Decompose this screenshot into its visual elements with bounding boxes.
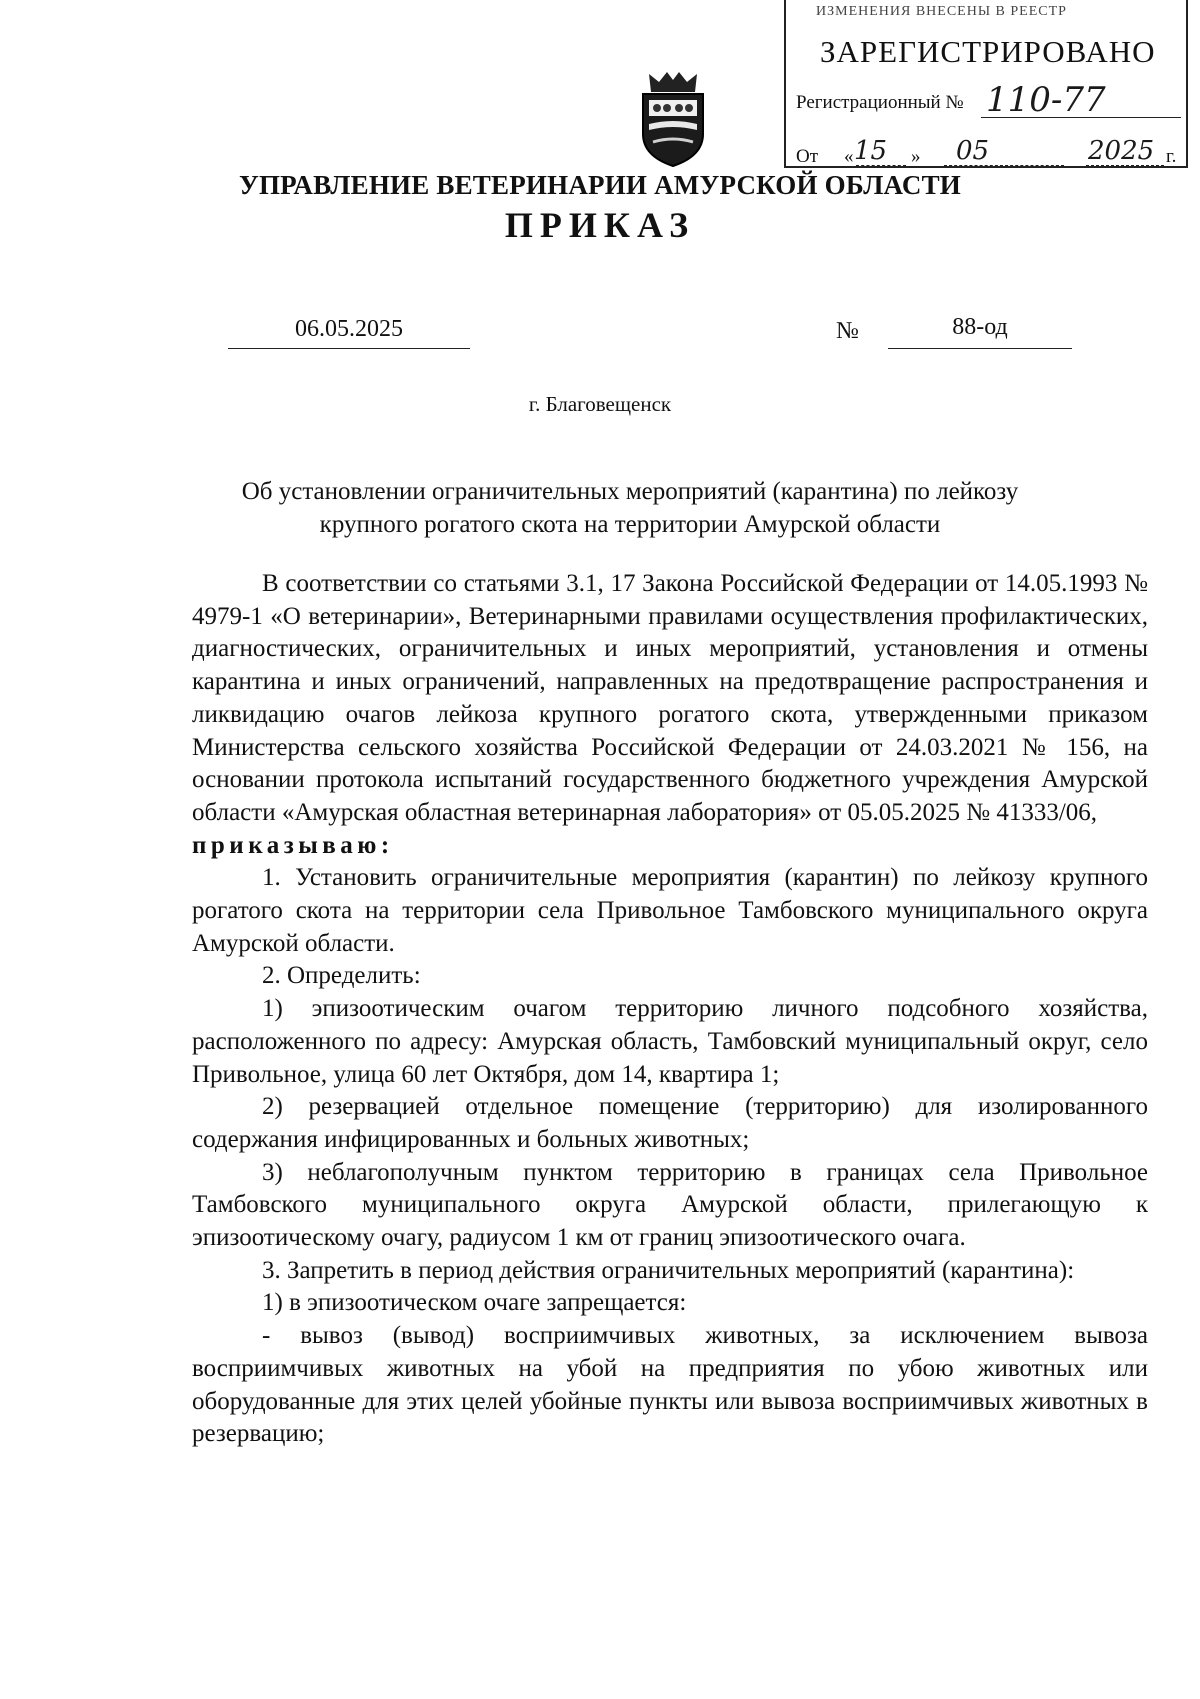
order-number: 88-од bbox=[952, 314, 1008, 340]
city: г. Благовещенск bbox=[528, 392, 672, 416]
stamp-quote-close: » bbox=[911, 146, 921, 167]
date-underline bbox=[228, 348, 470, 349]
order-title-line-2: крупного рогатого скота на территории Амурской области bbox=[319, 511, 941, 538]
item-3-1-a: - вывоз (вывод) восприимчивых животных, за исключением вывоза восприимчивых животных на убой на предприятия по убою животных или оборудованные для этих целей убойные пункты или вывоза восприимчивых животных в резервацию; bbox=[192, 1322, 1148, 1448]
item-1: 1. Установить ограничительные мероприятия (карантин) по лейкозу крупного рогатого скота на территории села Привольное Тамбовского муниципального округа Амурской области. bbox=[192, 864, 1148, 957]
stamp-quote-open: « bbox=[844, 146, 854, 167]
order-number-label: № bbox=[836, 318, 859, 344]
stamp-title: ЗАРЕГИСТРИРОВАНО bbox=[820, 34, 1156, 69]
stamp-day: 15 bbox=[854, 136, 888, 166]
item-2: 2. Определить: bbox=[262, 962, 421, 990]
stamp-top-text: ИЗМЕНЕНИЯ ВНЕСЕНЫ В РЕЕСТР bbox=[816, 4, 1067, 19]
stamp-month: 05 bbox=[956, 136, 990, 166]
order-word: приказываю: bbox=[192, 831, 394, 859]
order-body bbox=[192, 568, 1148, 1451]
stamp-year: 2025 bbox=[1088, 136, 1155, 166]
stamp-year-underline bbox=[1086, 165, 1164, 166]
registration-stamp bbox=[784, 0, 1188, 168]
coat-of-arms-icon bbox=[635, 68, 711, 168]
document-type: ПРИКАЗ bbox=[504, 205, 696, 245]
stamp-year-suffix: г. bbox=[1166, 146, 1177, 167]
item-3-1: 1) в эпизоотическом очаге запрещается: bbox=[262, 1289, 687, 1317]
item-2-1: 1) эпизоотическим очагом территорию личного подсобного хозяйства, расположенного по адресу: Амурская область, Тамбовский муниципальный округ, село Привольное, улица 60 лет Октября, дом 14, квартира 1; bbox=[192, 995, 1148, 1088]
organization-name: УПРАВЛЕНИЕ ВЕТЕРИНАРИИ АМУРСКОЙ ОБЛАСТИ bbox=[238, 170, 962, 200]
preamble-paragraph: В соответствии со статьями 3.1, 17 Закона Российской Федерации от 14.05.1993 № 4979-1 «О ветеринарии», Ветеринарными правилами осуществления профилактических, диагностических, ограничительных и иных мероприятий, установления и отмены карантина и иных ограничений, направленных на предотвращение распространения и ликвидацию очагов лейкоза крупного рогатого скота, утвержденными приказом Министерства сельского хозяйства Российской Федерации от 24.03.2021 № 156, на основании протокола испытаний государственного бюджетного учреждения Амурской области «Амурская областная ветеринарная лаборатория» от 05.05.2025 № 41333/06, bbox=[192, 570, 1148, 826]
number-underline bbox=[888, 348, 1072, 349]
order-date: 06.05.2025 bbox=[295, 316, 403, 342]
order-title bbox=[150, 475, 1110, 541]
stamp-reg-number: 110-77 bbox=[986, 80, 1106, 120]
stamp-month-underline bbox=[944, 165, 1064, 166]
stamp-reg-label: Регистрационный № bbox=[796, 92, 964, 113]
item-2-3: 3) неблагополучным пунктом территорию в границах села Привольное Тамбовского муниципального округа Амурской области, прилегающую к эпизоотическому очагу, радиусом 1 км от границ эпизоотического очага. bbox=[192, 1158, 1148, 1252]
stamp-day-underline bbox=[856, 165, 906, 166]
order-title-line-1: Об установлении ограничительных мероприятий (карантина) по лейкозу bbox=[241, 478, 1019, 505]
item-3: 3. Запретить в период действия ограничительных мероприятий (карантина): bbox=[262, 1256, 1075, 1284]
stamp-from-label: От bbox=[796, 146, 819, 167]
item-2-2: 2) резервацией отдельное помещение (территорию) для изолированного содержания инфицированных и больных животных; bbox=[192, 1093, 1148, 1153]
